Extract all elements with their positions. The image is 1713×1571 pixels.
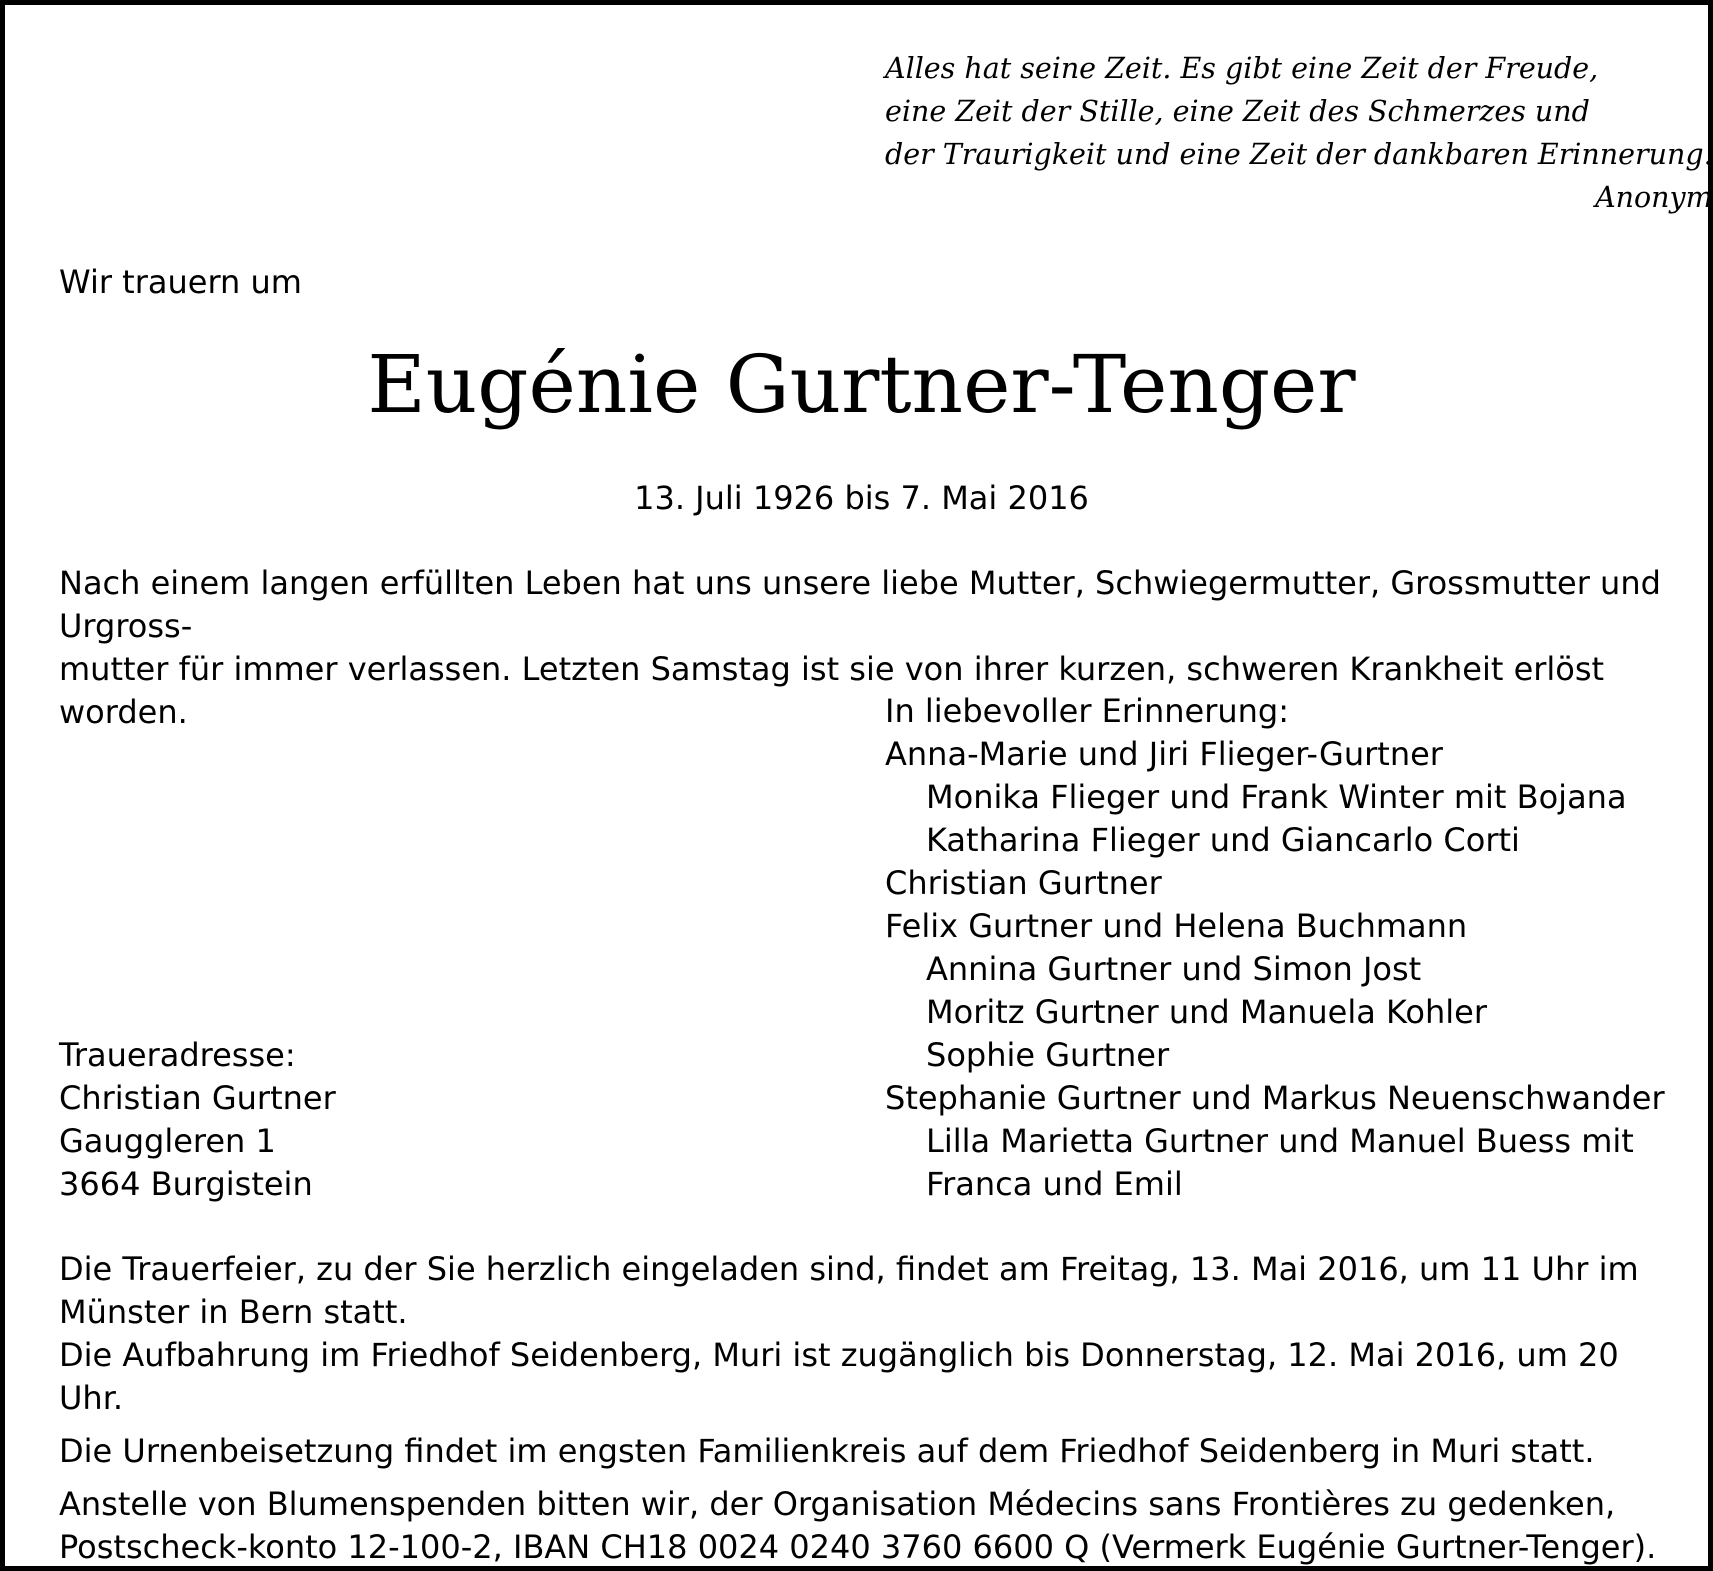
mourning-address [59, 1034, 336, 1206]
viewing-text: Die Aufbahrung im Friedhof Seidenberg, Muri ist zugänglich bis Donnerstag, 12. Mai 2016, um 20 Uhr. [59, 1336, 1619, 1417]
paragraph-line: mutter für immer verlassen. Letzten Samstag ist sie von ihrer kurzen, schweren Krankheit erlöst worden. [59, 650, 1605, 731]
urn-burial-text: Die Urnenbeisetzung findet im engsten Familienkreis auf dem Friedhof Seidenberg in Muri statt. [59, 1432, 1595, 1470]
family-member: Anna-Marie und Jiri Flieger-Gurtner [885, 735, 1443, 773]
paragraph-line: Nach einem langen erfüllten Leben hat uns unsere liebe Mutter, Schwiegermutter, Grossmutter und Urgross- [59, 564, 1661, 645]
family-member: Stephanie Gurtner und Markus Neuenschwander [885, 1079, 1665, 1117]
family-list [885, 690, 1665, 1206]
family-heading: In liebevoller Erinnerung: [885, 692, 1289, 730]
family-member: Franca und Emil [926, 1165, 1183, 1203]
family-member: Lilla Marietta Gurtner und Manuel Buess mit [926, 1122, 1634, 1160]
family-member: Katharina Flieger und Giancarlo Corti [926, 821, 1520, 859]
address-name: Christian Gurtner [59, 1079, 336, 1117]
address-label: Traueradresse: [59, 1036, 296, 1074]
ceremony-info [59, 1248, 1669, 1569]
family-member: Annina Gurtner und Simon Jost [926, 950, 1422, 988]
intro-text: Wir trauern um [59, 263, 302, 301]
address-city: 3664 Burgistein [59, 1165, 313, 1203]
motto-line: der Traurigkeit und eine Zeit der dankbaren Erinnerung. [885, 138, 1713, 171]
family-member: Sophie Gurtner [926, 1036, 1170, 1074]
deceased-name: Eugénie Gurtner-Tenger [367, 338, 1356, 431]
funeral-service-text: Die Trauerfeier, zu der Sie herzlich eingeladen sind, findet am Freitag, 13. Mai 2016, um 11 Uhr im Münster in Bern statt. [59, 1250, 1639, 1331]
motto-quote [885, 47, 1713, 219]
life-dates: 13. Juli 1926 bis 7. Mai 2016 [634, 479, 1089, 517]
motto-line: Alles hat seine Zeit. Es gibt eine Zeit der Freude, [885, 52, 1599, 85]
motto-line: eine Zeit der Stille, eine Zeit des Schmerzes und [885, 95, 1590, 128]
motto-author: Anonym [1595, 181, 1713, 214]
family-member: Monika Flieger und Frank Winter mit Bojana [926, 778, 1627, 816]
address-street: Gauggleren 1 [59, 1122, 276, 1160]
donation-text: Anstelle von Blumenspenden bitten wir, der Organisation Médecins sans Frontières zu gedenken, Postscheck-konto 12-100-2, IBAN CH18 0024 0240 3760 6600 Q (Vermerk Eugénie Gurtner-Tenger). [59, 1485, 1657, 1566]
family-member: Moritz Gurtner und Manuela Kohler [926, 993, 1487, 1031]
family-member: Felix Gurtner und Helena Buchmann [885, 907, 1468, 945]
family-member: Christian Gurtner [885, 864, 1162, 902]
